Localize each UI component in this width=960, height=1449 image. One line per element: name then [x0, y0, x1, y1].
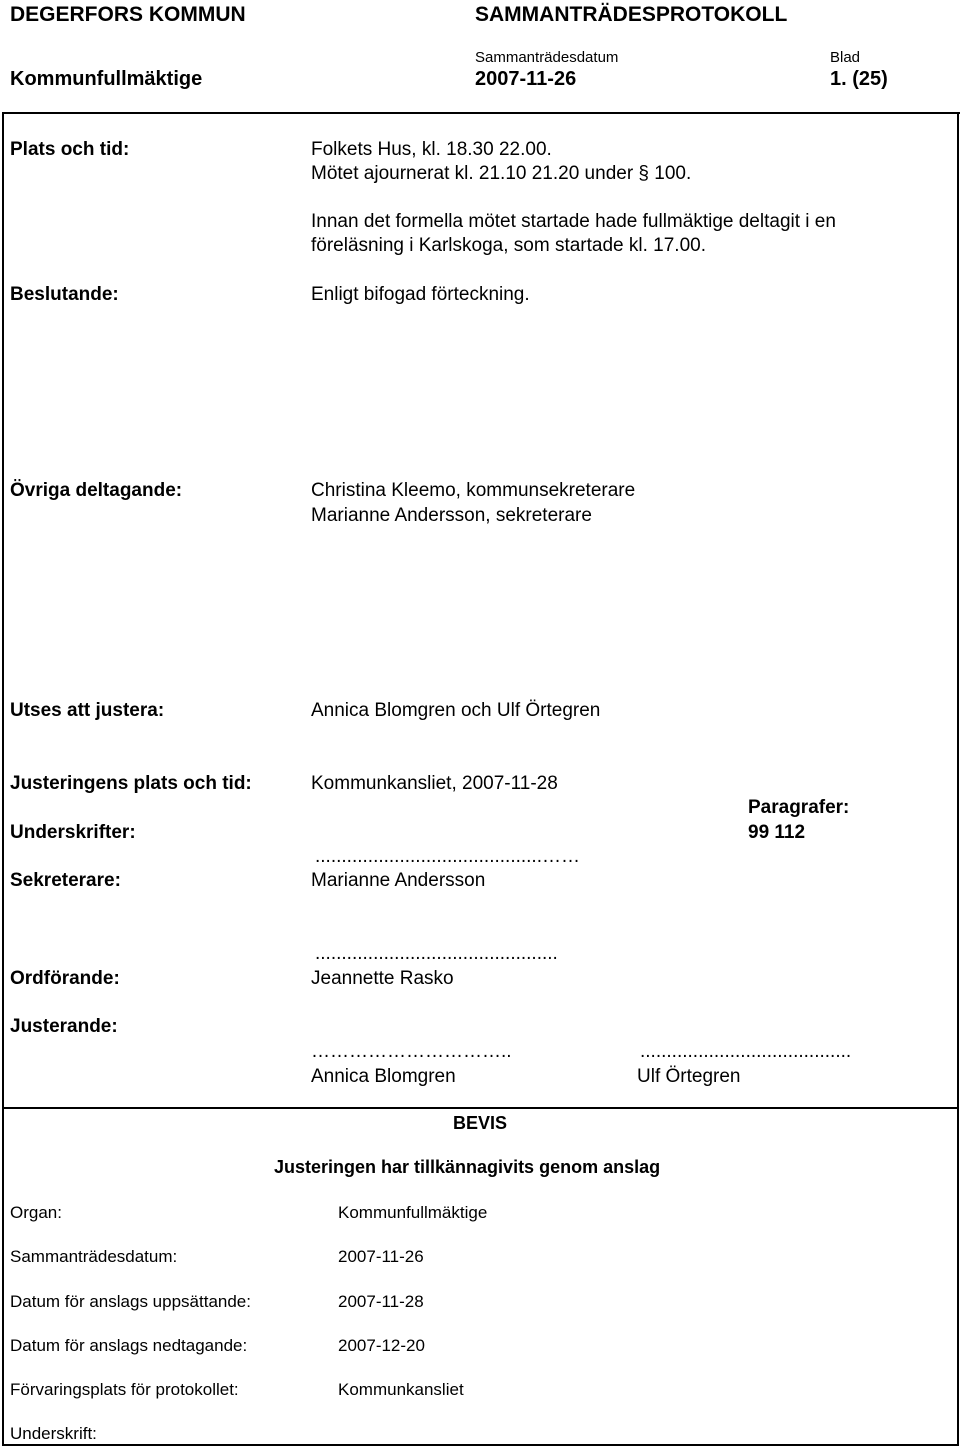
- bevis-row-label: Datum för anslags uppsättande:: [10, 1292, 251, 1311]
- bevis-divider: [2, 1107, 959, 1109]
- sekreterare-signature-line: ...........................................……: [315, 846, 580, 867]
- justerande-label: Justerande:: [10, 1016, 118, 1037]
- utses-label: Utses att justera:: [10, 700, 165, 721]
- justering-label: Justeringens plats och tid:: [10, 773, 252, 794]
- box-right-border: [957, 112, 959, 1446]
- bevis-row-label: Förvaringsplats för protokollet:: [10, 1380, 239, 1399]
- beslutande-value: Enligt bifogad förteckning.: [311, 284, 530, 305]
- box-left-border: [2, 112, 4, 1446]
- paragrafer-value: 99 112: [748, 822, 806, 843]
- bevis-row-value: 2007-11-28: [338, 1292, 424, 1311]
- justerande-2-signature-line: ........................................: [640, 1041, 852, 1062]
- sekreterare-name: Marianne Andersson: [311, 870, 486, 891]
- box-bottom-border: [2, 1444, 959, 1446]
- plats-line-1: Folkets Hus, kl. 18.30 22.00.: [311, 139, 552, 160]
- meeting-date-label: Sammanträdesdatum: [475, 49, 619, 66]
- bevis-row-value: Kommunfullmäktige: [338, 1203, 488, 1222]
- bevis-row-label: Datum för anslags nedtagande:: [10, 1336, 248, 1355]
- page-number: 1. (25): [830, 68, 888, 90]
- plats-label: Plats och tid:: [10, 139, 130, 160]
- governing-body: Kommunfullmäktige: [10, 68, 203, 90]
- plats-line-3: Innan det formella mötet startade hade fullmäktige deltagit i en: [311, 211, 836, 232]
- utses-value: Annica Blomgren och Ulf Örtegren: [311, 700, 601, 721]
- bevis-row-value: 2007-12-20: [338, 1336, 425, 1355]
- document-type: SAMMANTRÄDESPROTOKOLL: [475, 3, 788, 26]
- bevis-row-label: Organ:: [10, 1203, 62, 1222]
- ovriga-line-2: Marianne Andersson, sekreterare: [311, 505, 592, 526]
- justerande-2-name: Ulf Örtegren: [637, 1066, 741, 1087]
- ovriga-label: Övriga deltagande:: [10, 480, 183, 501]
- page-label: Blad: [830, 49, 861, 66]
- bevis-row-value: 2007-11-26: [338, 1247, 424, 1266]
- ovriga-line-1: Christina Kleemo, kommunsekreterare: [311, 480, 636, 501]
- justerande-1-name: Annica Blomgren: [311, 1066, 456, 1087]
- beslutande-label: Beslutande:: [10, 284, 119, 305]
- municipality-name: DEGERFORS KOMMUN: [10, 3, 246, 26]
- ordforande-label: Ordförande:: [10, 968, 120, 989]
- ordforande-name: Jeannette Rasko: [311, 968, 454, 989]
- paragrafer-label: Paragrafer:: [748, 797, 850, 818]
- bevis-subtitle: Justeringen har tillkännagivits genom anslag: [274, 1157, 661, 1177]
- plats-line-2: Mötet ajournerat kl. 21.10 21.20 under § 100.: [311, 163, 692, 184]
- justerande-1-signature-line: …………………………..: [311, 1041, 512, 1062]
- underskrifter-label: Underskrifter:: [10, 822, 136, 843]
- bevis-title: BEVIS: [453, 1113, 508, 1133]
- box-top-border: [2, 112, 960, 114]
- sekreterare-label: Sekreterare:: [10, 870, 121, 891]
- justering-value: Kommunkansliet, 2007-11-28: [311, 773, 558, 794]
- meeting-date: 2007-11-26: [475, 68, 577, 90]
- bevis-row-label: Underskrift:: [10, 1424, 97, 1443]
- plats-line-4: föreläsning i Karlskoga, som startade kl. 17.00.: [311, 235, 706, 256]
- bevis-row-label: Sammanträdesdatum:: [10, 1247, 178, 1266]
- bevis-row-value: Kommunkansliet: [338, 1380, 464, 1399]
- ordforande-signature-line: ..............................................: [315, 943, 558, 964]
